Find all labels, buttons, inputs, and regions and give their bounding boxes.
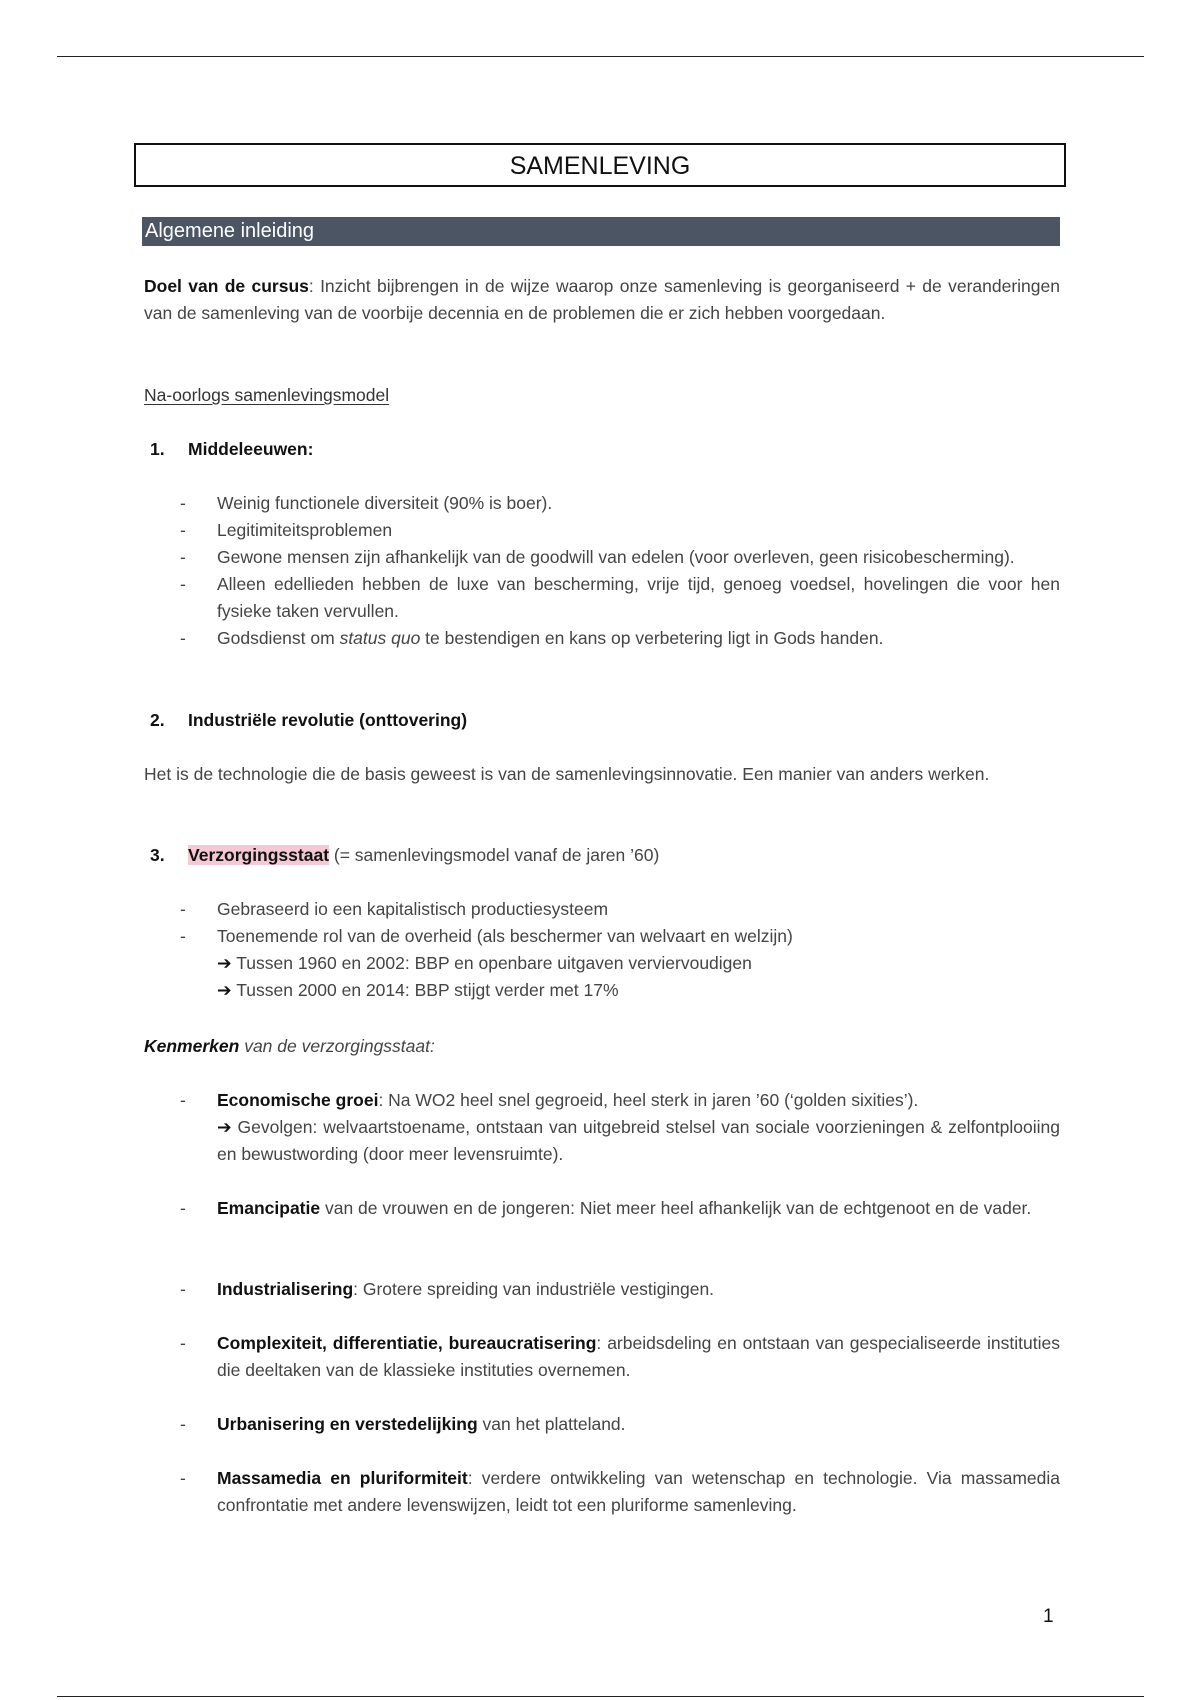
dash-bullet: - <box>180 628 186 648</box>
characteristic-title: Industrialisering <box>217 1279 354 1299</box>
list-item <box>144 896 1060 923</box>
characteristic-text: : Grotere spreiding van industriële vestigingen. <box>353 1279 715 1299</box>
point-3-list <box>144 896 1060 1004</box>
list-item <box>144 490 1060 517</box>
dash-bullet: - <box>180 1198 186 1218</box>
characteristic-text: van het platteland. <box>477 1414 626 1434</box>
intro-paragraph <box>144 273 1060 327</box>
intro-label: Doel van de cursus <box>144 276 309 296</box>
dash-bullet: - <box>180 899 186 919</box>
dash-bullet: - <box>180 1468 186 1488</box>
characteristic-title: Urbanisering en verstedelijking <box>217 1414 478 1434</box>
intro-block <box>144 273 1060 327</box>
list-item-text: Gebraseerd io een kapitalistisch productiesysteem <box>217 899 609 919</box>
kenmerken-bold: Kenmerken <box>144 1036 240 1056</box>
point-1-heading <box>150 436 313 463</box>
header-rule <box>57 56 1144 57</box>
characteristics-list <box>144 1411 1060 1438</box>
list-item-text: Toenemende rol van de overheid (als beschermer van welvaart en welzijn) <box>217 926 793 946</box>
arrow-text: Tussen 2000 en 2014: BBP stijgt verder met 17% <box>236 980 619 1000</box>
subheading: Na-oorlogs samenlevingsmodel <box>144 385 390 405</box>
list-item-text: Weinig functionele diversiteit (90% is boer). <box>217 493 553 513</box>
point-2-block <box>144 761 1060 788</box>
characteristic-title: Complexiteit, differentiatie, bureaucratisering <box>217 1333 597 1353</box>
characteristic-title: Economische groei <box>217 1090 379 1110</box>
characteristic-item <box>144 1411 1060 1438</box>
arrow-icon: ➔ <box>217 980 232 1000</box>
dash-bullet: - <box>180 574 186 594</box>
point-1-number: 1. <box>150 439 165 459</box>
point-2-title: Industriële revolutie (onttovering) <box>188 710 468 730</box>
characteristic-item <box>144 1276 1060 1303</box>
characteristic-text: : arbeidsdeling en ontstaan van gespecialiseerde instituties die deeltaken van de klassieke instituties overnemen. <box>217 1333 1060 1380</box>
dash-bullet: - <box>180 1279 186 1299</box>
point-3-number: 3. <box>150 845 165 865</box>
kenmerken-heading <box>144 1033 435 1060</box>
arrow-icon: ➔ <box>217 953 232 973</box>
dash-bullet: - <box>180 1333 186 1353</box>
characteristic-text: : Na WO2 heel snel gegroeid, heel sterk in jaren ’60 (‘golden sixities’). <box>378 1090 919 1110</box>
list-item <box>144 544 1060 571</box>
characteristics-list <box>144 1330 1060 1384</box>
list-item <box>144 923 1060 1004</box>
list-item-text: te bestendigen en kans op verbetering ligt in Gods handen. <box>420 628 884 648</box>
arrow-text: Tussen 1960 en 2002: BBP en openbare uitgaven verviervoudigen <box>236 953 752 973</box>
characteristic-title: Massamedia en pluriformiteit <box>217 1468 468 1488</box>
characteristics-list <box>144 1195 1060 1222</box>
dash-bullet: - <box>180 1090 186 1110</box>
list-item <box>144 625 1060 652</box>
point-2-paragraph: Het is de technologie die de basis geweest is van de samenlevingsinnovatie. Een manier van anders werken. <box>144 764 990 784</box>
dash-bullet: - <box>180 520 186 540</box>
document-title: SAMENLEVING <box>134 143 1066 187</box>
dash-bullet: - <box>180 547 186 567</box>
characteristic-title: Emancipatie <box>217 1198 321 1218</box>
dash-bullet: - <box>180 926 186 946</box>
characteristic-item <box>144 1330 1060 1384</box>
point-1-list <box>144 490 1060 652</box>
point-2-heading <box>150 707 467 734</box>
kenmerken-rest: van de verzorgingsstaat: <box>239 1036 435 1056</box>
list-item-text: Gewone mensen zijn afhankelijk van de goodwill van edelen (voor overleven, geen risicobescherming). <box>217 547 1015 567</box>
characteristic-item <box>144 1195 1060 1222</box>
arrow-icon: ➔ <box>217 1117 232 1137</box>
characteristics-list <box>144 1087 1060 1168</box>
list-item <box>144 571 1060 625</box>
characteristic-item <box>144 1465 1060 1519</box>
list-item <box>144 517 1060 544</box>
point-1-title: Middeleeuwen: <box>188 439 314 459</box>
list-item-text: Alleen edellieden hebben de luxe van bescherming, vrije tijd, genoeg voedsel, hovelingen die voor hen fysieke taken vervullen. <box>217 574 1060 621</box>
point-2-number: 2. <box>150 710 165 730</box>
subheading-block <box>144 382 1060 409</box>
characteristic-text: van de vrouwen en de jongeren: Niet meer heel afhankelijk van de echtgenoot en de vader. <box>320 1198 1032 1218</box>
list-item-text: Godsdienst om <box>217 628 340 648</box>
dash-bullet: - <box>180 1414 186 1434</box>
characteristic-text: : verdere ontwikkeling van wetenschap en technologie. Via massamedia confrontatie met andere levenswijzen, leidt tot een pluriforme samenleving. <box>217 1468 1060 1515</box>
section-heading: Algemene inleiding <box>142 217 1060 246</box>
point-3-title: Verzorgingsstaat <box>188 845 330 865</box>
point-3-heading <box>150 842 659 869</box>
footer-rule <box>57 1696 1144 1697</box>
characteristics-list <box>144 1276 1060 1303</box>
list-item-italic: status quo <box>339 628 421 648</box>
list-item-text: Legitimiteitsproblemen <box>217 520 393 540</box>
dash-bullet: - <box>180 493 186 513</box>
intro-text: : Inzicht bijbrengen in de wijze waarop onze samenleving is georganiseerd + de veranderingen van de samenleving van de voorbije decennia en de problemen die er zich hebben voorgedaan. <box>144 276 1060 323</box>
characteristics-list <box>144 1465 1060 1519</box>
point-3-title-suffix: (= samenlevingsmodel vanaf de jaren ’60) <box>329 845 660 865</box>
characteristic-item <box>144 1087 1060 1168</box>
arrow-text: Gevolgen: welvaartstoename, ontstaan van uitgebreid stelsel van sociale voorzieningen & zelfontplooiing en bewustwording (door meer levensruimte). <box>217 1117 1060 1164</box>
page-number: 1 <box>1043 1606 1054 1627</box>
